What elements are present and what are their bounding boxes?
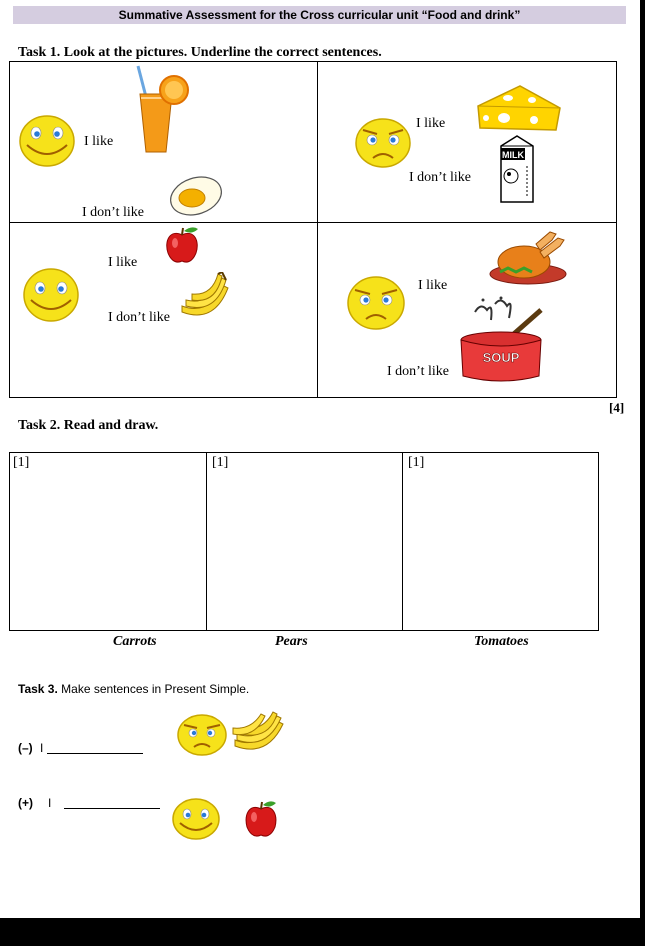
cheese-icon — [474, 82, 562, 136]
caption-tomatoes: Tomatoes — [474, 634, 529, 649]
task1-marks: [4] — [609, 400, 625, 415]
task3-pos-start: I — [48, 796, 52, 810]
svg-text:MILK: MILK — [502, 150, 524, 160]
task3-title: Task 3. Make sentences in Present Simple. — [18, 682, 250, 696]
svg-text:SOUP: SOUP — [482, 350, 520, 365]
task1-like-apple[interactable]: I like — [108, 255, 138, 270]
happy-face-icon — [21, 266, 81, 324]
milk-carton-icon — [497, 132, 537, 204]
sad-face-icon — [176, 713, 228, 757]
sad-face-icon — [353, 116, 413, 170]
task1-dont-like-milk[interactable]: I don’t like — [409, 170, 471, 185]
caption-carrots: Carrots — [113, 634, 157, 649]
drawing-area-pears[interactable] — [207, 472, 401, 630]
apple-icon — [164, 225, 200, 265]
task1-like-cheese[interactable]: I like — [416, 116, 446, 131]
task1-like-chicken[interactable]: I like — [418, 278, 448, 293]
task2-mark: [1] — [212, 455, 229, 470]
task1-dont-like-soup[interactable]: I don’t like — [387, 364, 449, 379]
task3-pos-answer-line[interactable] — [64, 808, 160, 809]
drawing-area-tomatoes[interactable] — [403, 472, 598, 630]
happy-face-icon — [171, 797, 221, 841]
task3-neg-answer-line[interactable] — [47, 753, 143, 754]
task1-like-juice[interactable]: I like — [84, 134, 114, 149]
egg-icon — [168, 174, 224, 218]
task3-neg-start: I — [40, 741, 44, 755]
task2-mark: [1] — [408, 455, 425, 470]
roast-chicken-icon — [488, 228, 572, 288]
task2-mark: [1] — [13, 455, 30, 470]
sad-face-icon — [345, 274, 407, 332]
task2-title: Task 2. Read and draw. — [18, 418, 159, 433]
task3-neg-prefix: (–) — [18, 741, 33, 755]
worksheet-header: Summative Assessment for the Cross curricular unit “Food and drink” — [13, 6, 626, 24]
task1-dont-like-banana[interactable]: I don’t like — [108, 310, 170, 325]
banana-icon — [178, 272, 234, 322]
orange-juice-icon — [132, 64, 192, 156]
caption-pears: Pears — [275, 634, 308, 649]
banana-icon — [231, 710, 289, 756]
soup-pot-icon — [455, 294, 547, 386]
apple-icon — [244, 799, 278, 839]
task1-dont-like-egg[interactable]: I don’t like — [82, 205, 144, 220]
task3-pos-prefix: (+) — [18, 796, 33, 810]
happy-face-icon — [17, 113, 77, 169]
task1-title: Task 1. Look at the pictures. Underline the correct sentences. — [18, 45, 382, 60]
drawing-area-carrots[interactable] — [10, 472, 204, 630]
